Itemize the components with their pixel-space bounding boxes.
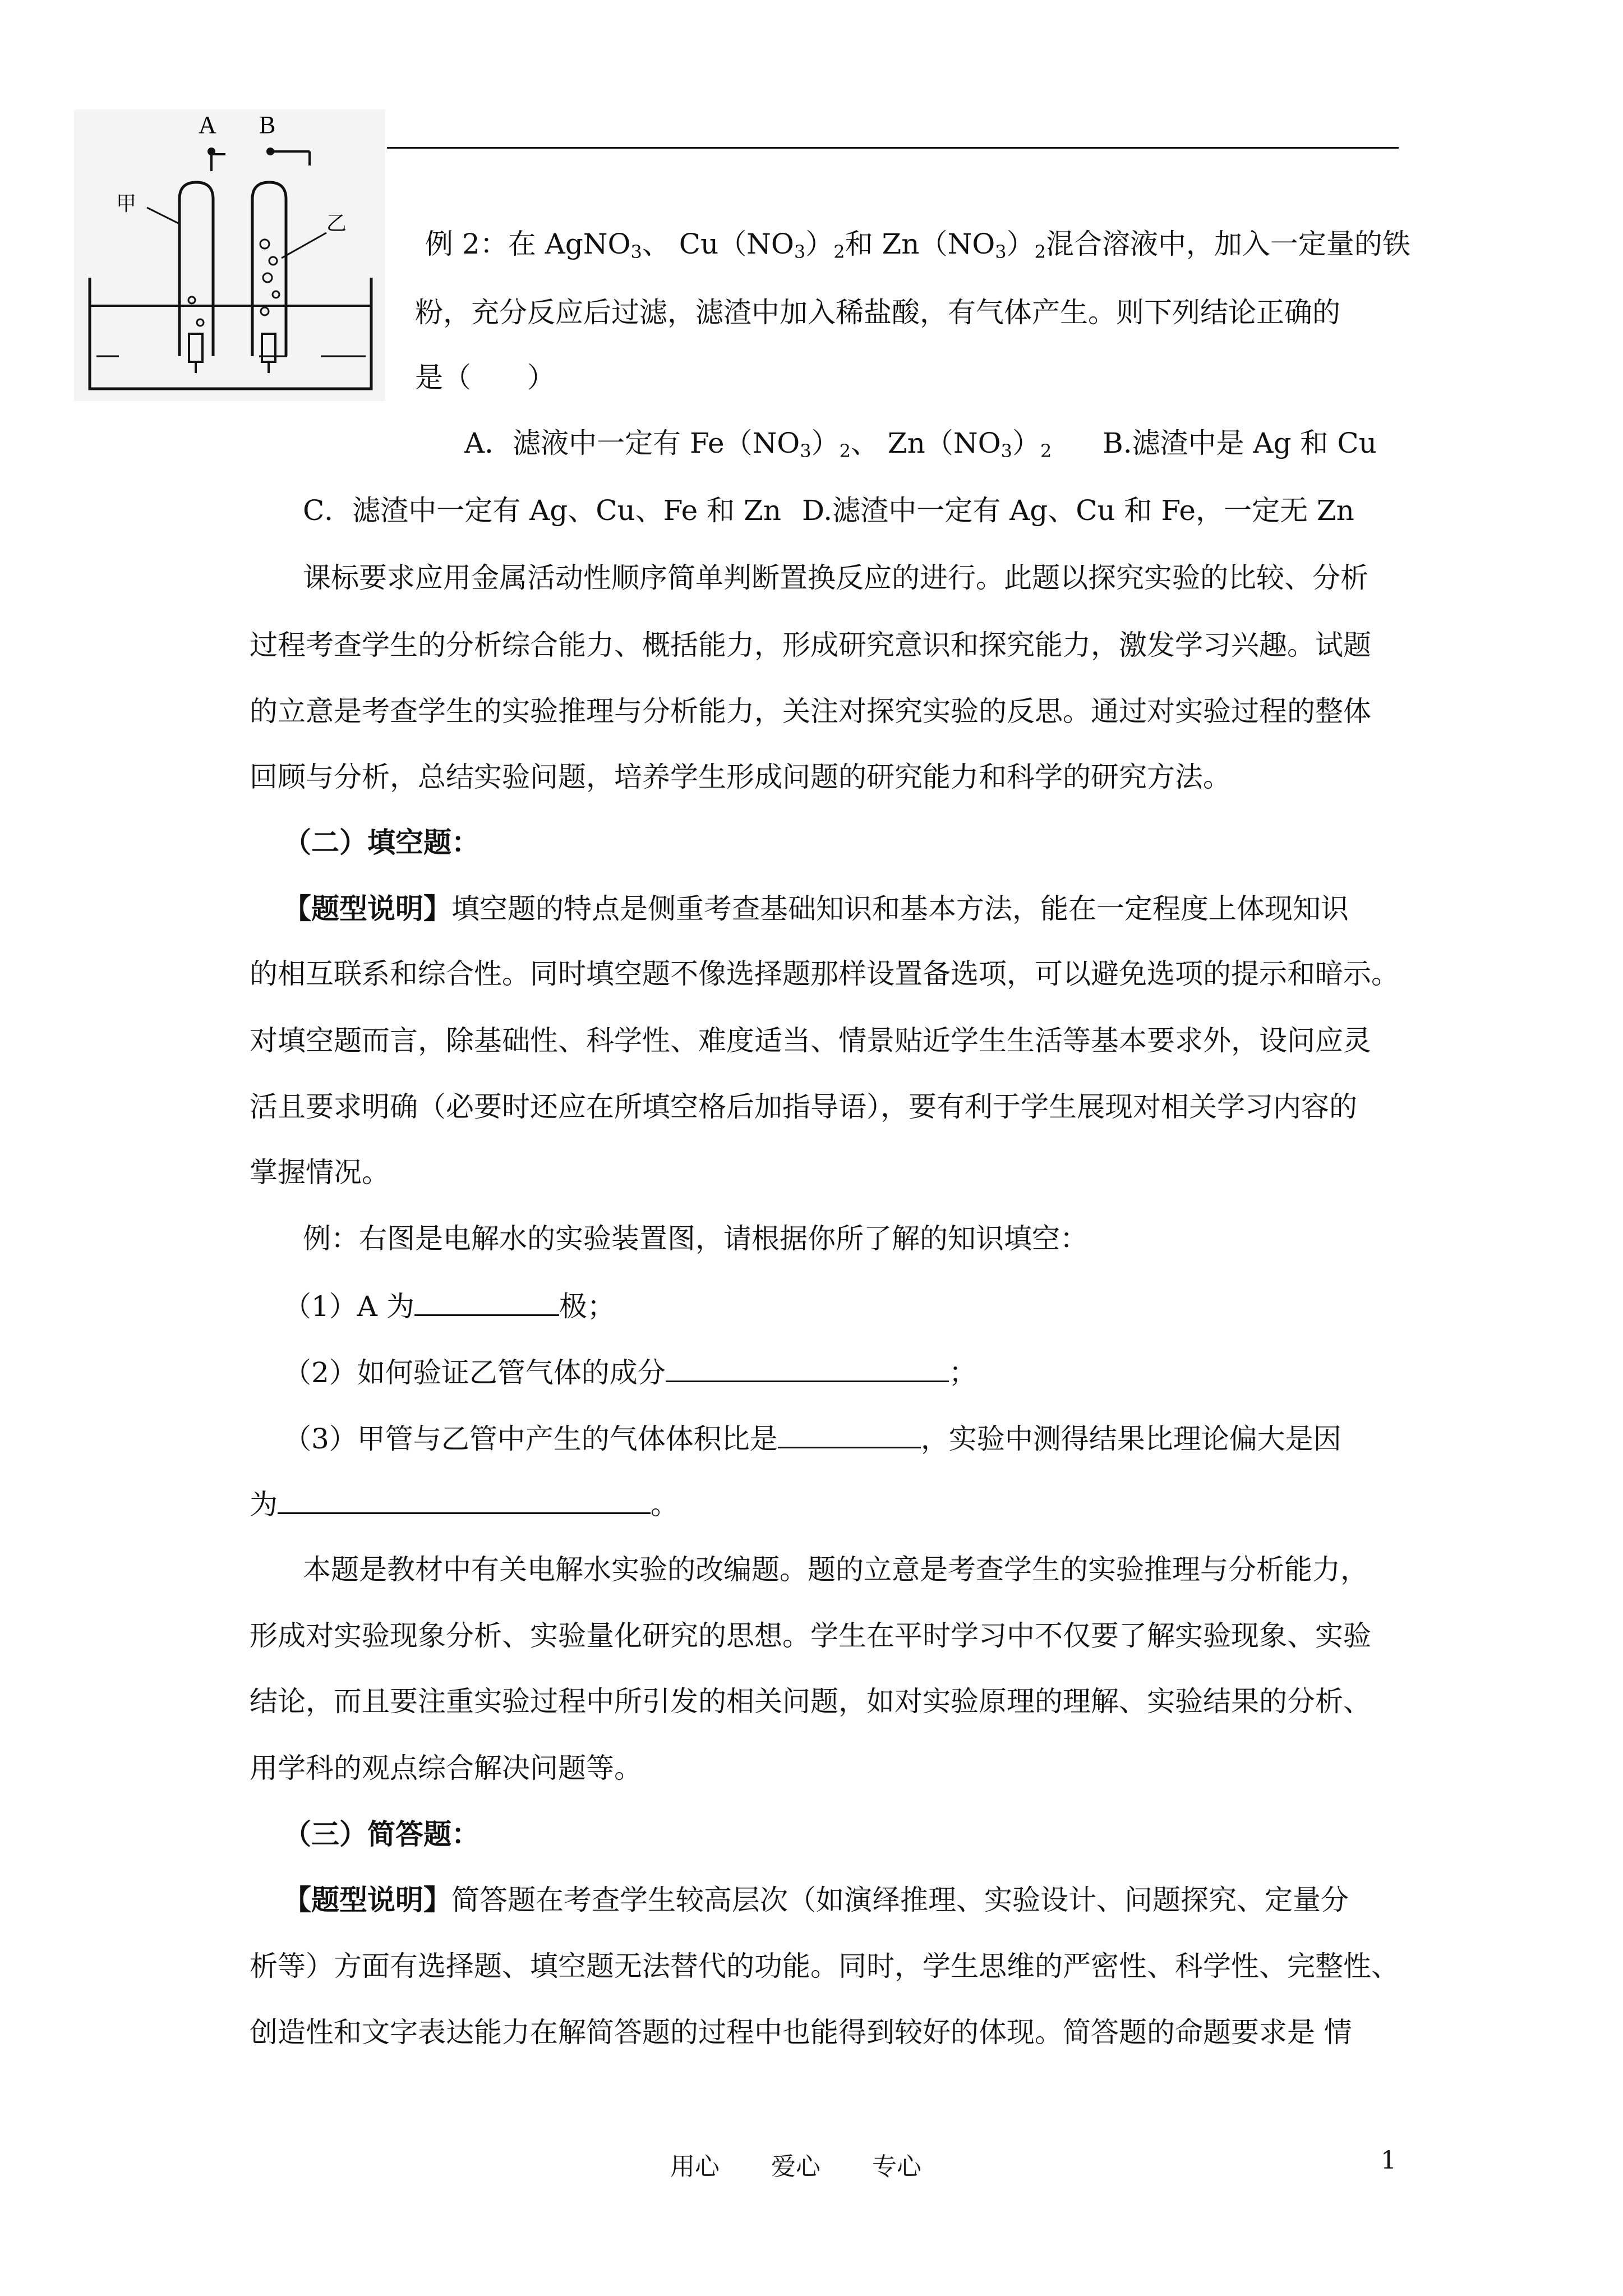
page-number: 1: [1381, 2146, 1396, 2175]
label-yi: 乙: [326, 212, 347, 235]
example2-line2: 粉，充分反应后过滤，滤渣中加入稀盐酸，有气体产生。则下列结论正确的: [415, 296, 1340, 329]
label-jia: 甲: [116, 192, 137, 215]
para1-line2: 过程考查学生的分析综合能力、概括能力，形成研究意识和探究能力，激发学习兴趣。试题: [250, 629, 1371, 661]
fill-example-intro: 例：右图是电解水的实验装置图，请根据你所了解的知识填空：: [303, 1222, 1088, 1255]
section2-desc-line4: 活且要求明确（必要时还应在所填空格后加指导语），要有利于学生展现对相关学习内容的: [250, 1091, 1357, 1123]
answer-blank-4[interactable]: [278, 1487, 651, 1514]
answer-blank-2[interactable]: [666, 1355, 949, 1382]
header-rule: [387, 147, 1399, 149]
fill-question-1: （1）A 为 极；: [283, 1289, 615, 1323]
section2-desc-line2: 的相互联系和综合性。同时填空题不像选择题那样设置备选项，可以避免选项的提示和暗示。: [250, 958, 1399, 990]
fill-question-2: （2）如何验证乙管气体的成分 ；: [283, 1355, 977, 1389]
example2-option-b: B.滤渣中是 Ag 和 Cu: [1103, 427, 1377, 459]
para2-line3: 结论，而且要注重实验过程中所引发的相关问题，如对实验原理的理解、实验结果的分析、: [250, 1685, 1371, 1718]
example2-option-c: C．滤渣中一定有 Ag、Cu、Fe 和 Zn: [303, 494, 782, 527]
section2-desc-line3: 对填空题而言，除基础性、科学性、难度适当、情景贴近学生生活等基本要求外，设问应灵: [250, 1024, 1371, 1057]
para2-line2: 形成对实验现象分析、实验量化研究的思想。学生在平时学习中不仅要了解实验现象、实验: [250, 1619, 1371, 1652]
para1-line4: 回顾与分析，总结实验问题，培养学生形成问题的研究能力和科学的研究方法。: [250, 761, 1231, 793]
example2-option-d: D.滤渣中一定有 Ag、Cu 和 Fe，一定无 Zn: [802, 494, 1354, 527]
section2-desc-line1: 【题型说明】填空题的特点是侧重考查基础知识和基本方法，能在一定程度上体现知识: [283, 892, 1349, 925]
section2-desc-line5: 掌握情况。: [250, 1156, 390, 1189]
label-a: A: [199, 111, 216, 139]
example2-line1: 例 2：在 AgNO$_3$、 $Cu(NO_3)_2$和 $Zn(NO_3)_2$混合溶液中，加入一定量的铁: [425, 228, 1410, 263]
electrolysis-apparatus-figure: [74, 109, 385, 401]
para2-line1: 本题是教材中有关电解水实验的改编题。题的立意是考查学生的实验推理与分析能力，: [303, 1553, 1368, 1586]
footer-motto-1: 用心: [670, 2152, 720, 2181]
fill-question-3b: 为 。: [250, 1487, 679, 1521]
footer-motto-3: 专心: [872, 2152, 921, 2181]
para2-line4: 用学科的观点综合解决问题等。: [250, 1752, 642, 1784]
section3-title: （三）简答题：: [283, 1818, 479, 1851]
footer-motto-2: 爱心: [771, 2152, 820, 2181]
electrolysis-diagram: [74, 109, 385, 401]
answer-blank-3[interactable]: [778, 1421, 921, 1448]
fill-question-3: （3）甲管与乙管中产生的气体体积比是 ，实验中测得结果比理论偏大是因: [283, 1421, 1341, 1456]
section2-title: （二）填空题：: [283, 826, 479, 859]
section3-desc-line3: 创造性和文字表达能力在解简答题的过程中也能得到较好的体现。简答题的命题要求是 情: [250, 2016, 1352, 2049]
para1-line1: 课标要求应用金属活动性顺序简单判断置换反应的进行。此题以探究实验的比较、分析: [303, 562, 1368, 594]
example2-option-a: A．滤液中一定有 $Fe(NO_3)_2$、 $Zn(NO_3)_2$: [464, 427, 1052, 462]
section3-desc-line2: 析等）方面有选择题、填空题无法替代的功能。同时，学生思维的严密性、科学性、完整性、: [250, 1950, 1399, 1982]
para1-line3: 的立意是考查学生的实验推理与分析能力，关注对探究实验的反思。通过对实验过程的整体: [250, 695, 1371, 728]
section3-desc-line1: 【题型说明】简答题在考查学生较高层次（如演绎推理、实验设计、问题探究、定量分: [283, 1883, 1349, 1916]
example2-line3: 是（ ）: [415, 361, 555, 394]
answer-blank-1[interactable]: [414, 1289, 559, 1316]
label-b: B: [259, 111, 276, 139]
